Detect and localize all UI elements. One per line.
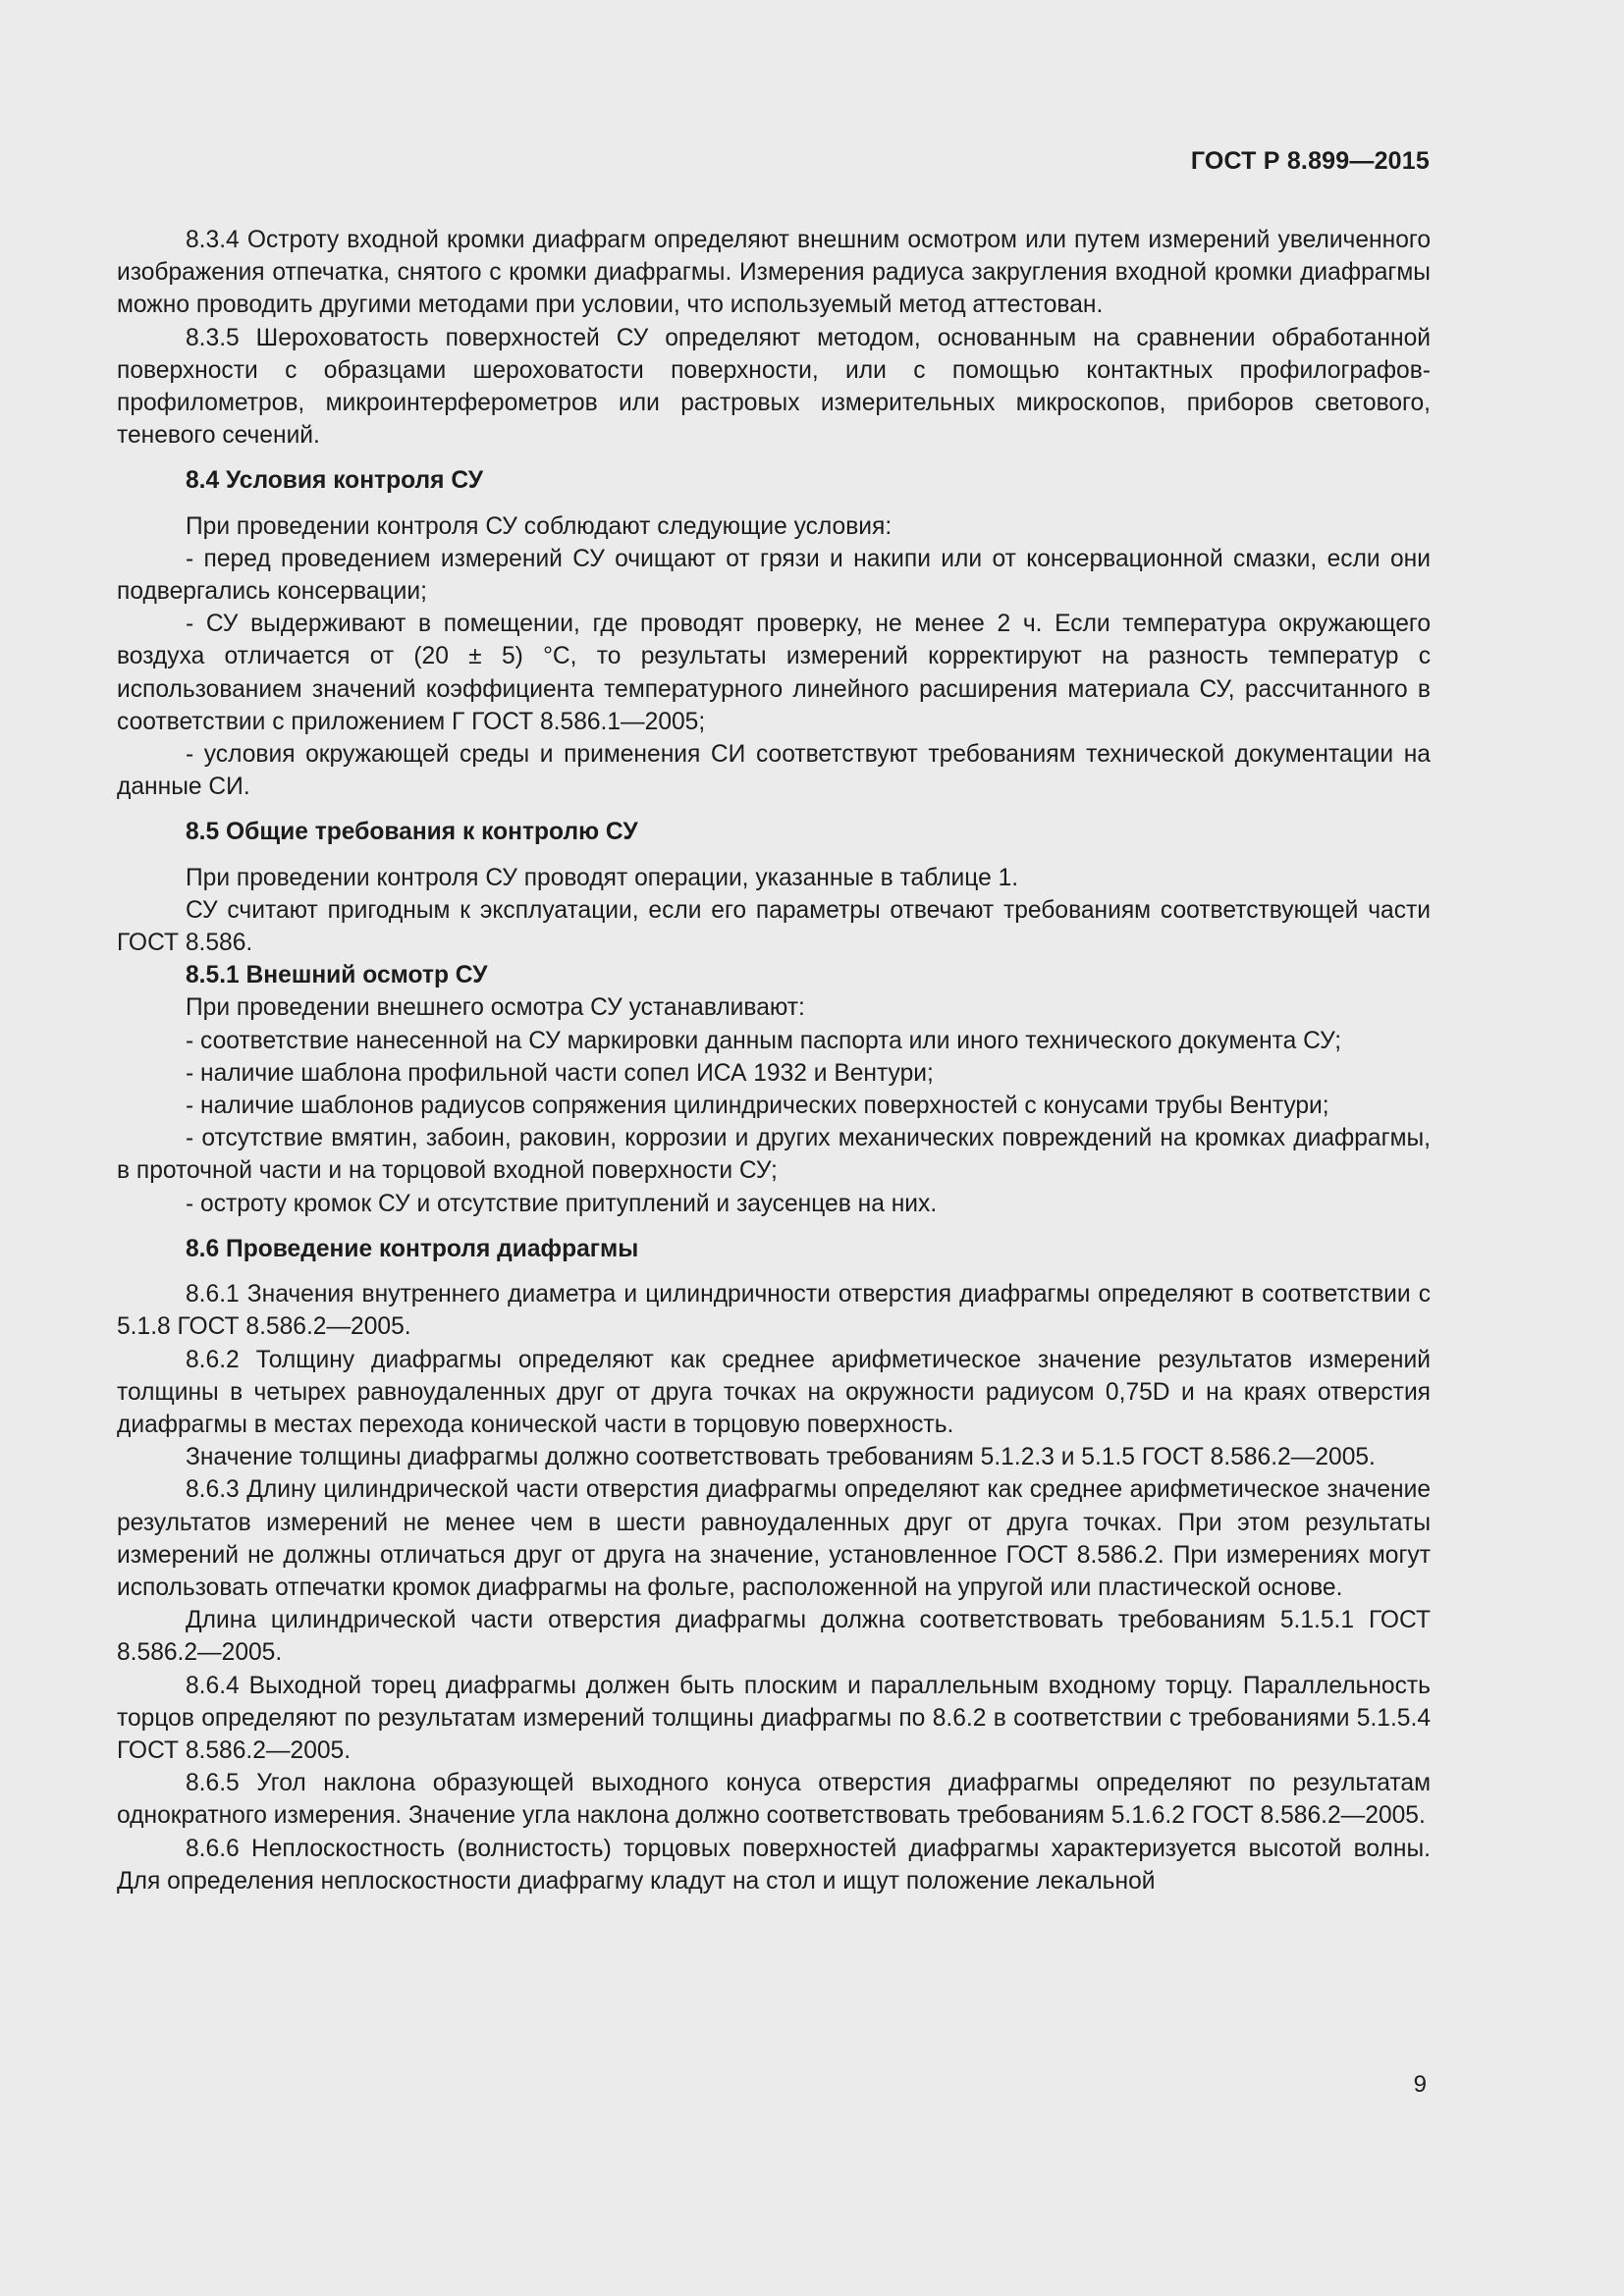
paragraph-8-6-2: 8.6.2 Толщину диафрагмы определяют как среднее арифметическое значение результатов измерений толщины в четырех равноудаленных друг от друга точках на окружности радиусом 0,75D и на краях отверстия диафрагмы в местах перехода конической части в торцовую поверхность. <box>117 1346 1431 1438</box>
section-heading-8-6: 8.6 Проведение контроля диафрагмы <box>186 1235 639 1262</box>
list-item-8-4-3: - условия окружающей среды и применения СИ соответствуют требованиям технической документации на данные СИ. <box>117 741 1431 801</box>
paragraph-8-5-2: СУ считают пригодным к эксплуатации, если его параметры отвечают требованиям соответствующей части ГОСТ 8.586. <box>117 896 1431 957</box>
paragraph-8-6-3-b: Длина цилиндрической части отверстия диафрагмы должна соответствовать требованиям 5.1.5.1 ГОСТ 8.586.2—2005. <box>117 1607 1431 1667</box>
list-item-8-4-1: - перед проведением измерений СУ очищают от грязи и накипи или от консервационной смазки, если они подвергались консервации; <box>117 545 1431 606</box>
paragraph-8-3-4: 8.3.4 Остроту входной кромки диафрагм определяют внешним осмотром или путем измерений увеличенного изображения отпечатка, снятого с кромки диафрагмы. Измерения радиуса закругления входной кромки диафрагмы можно проводить другими методами при условии, что используемый метод аттестован. <box>117 227 1431 319</box>
section-heading-8-4: 8.4 Условия контроля СУ <box>186 467 484 495</box>
list-item-8-5-1-1: - соответствие нанесенной на СУ маркировки данным паспорта или иного технического документа СУ; <box>186 1027 1342 1054</box>
list-item-8-5-1-2: - наличие шаблона профильной части сопел ИСА 1932 и Вентури; <box>186 1059 934 1087</box>
paragraph-8-4-intro: При проведении контроля СУ соблюдают следующие условия: <box>186 512 893 540</box>
page-number: 9 <box>1413 2071 1427 2098</box>
paragraph-8-6-6: 8.6.6 Неплоскостность (волнистость) торцовых поверхностей диафрагмы характеризуется высотой волны. Для определения неплоскостности диафрагму кладут на стол и ищут положение лекальной <box>117 1835 1431 1895</box>
section-heading-8-5-1: 8.5.1 Внешний осмотр СУ <box>186 962 488 989</box>
section-heading-8-5: 8.5 Общие требования к контролю СУ <box>186 819 638 846</box>
paragraph-8-3-5: 8.3.5 Шероховатость поверхностей СУ определяют методом, основанным на сравнении обработанной поверхности с образцами шероховатости поверхности, или с помощью контактных профилографов-профилометров, микроинтерферометров или растровых измерительных микроскопов, приборов светового, теневого сечений. <box>117 324 1431 450</box>
paragraph-8-6-3: 8.6.3 Длину цилиндрической части отверстия диафрагмы определяют как среднее арифметическое значение результатов измерений не менее чем в шести равноудаленных друг от друга точках. При этом результаты измерений не должны отличаться друг от друга на значение, установленное ГОСТ 8.586.2. При измерениях могут использовать отпечатки кромок диафрагмы на фольге, расположенной на упругой или пластической основе. <box>117 1476 1431 1601</box>
paragraph-8-6-2-b: Значение толщины диафрагмы должно соответствовать требованиям 5.1.2.3 и 5.1.5 ГОСТ 8.586.2—2005. <box>186 1444 1376 1471</box>
list-item-8-5-1-5: - остроту кромок СУ и отсутствие притуплений и заусенцев на них. <box>186 1190 938 1217</box>
list-item-8-5-1-3: - наличие шаблонов радиусов сопряжения цилиндрических поверхностей с конусами трубы Вентури; <box>186 1093 1329 1120</box>
paragraph-8-5-1: При проведении контроля СУ проводят операции, указанные в таблице 1. <box>186 864 1019 891</box>
document-code-header: ГОСТ Р 8.899—2015 <box>1190 147 1430 175</box>
paragraph-8-6-4: 8.6.4 Выходной торец диафрагмы должен быть плоским и параллельным входному торцу. Параллельность торцов определяют по результатам измерений толщины диафрагмы по 8.6.2 в соответствии с требованиями 5.1.5.4 ГОСТ 8.586.2—2005. <box>117 1672 1431 1764</box>
document-body <box>117 224 1431 1897</box>
list-item-8-5-1-4: - отсутствие вмятин, забоин, раковин, коррозии и других механических повреждений на кромках диафрагмы, в проточной части и на торцовой входной поверхности СУ; <box>117 1125 1431 1185</box>
list-item-8-4-2: - СУ выдерживают в помещении, где проводят проверку, не менее 2 ч. Если температура окружающего воздуха отличается от (20 ± 5) °С, то результаты измерений корректируют на разность температур с использованием значений коэффициента температурного линейного расширения материала СУ, рассчитанного в соответствии с приложением Г ГОСТ 8.586.1—2005; <box>117 611 1431 735</box>
paragraph-8-6-1: 8.6.1 Значения внутреннего диаметра и цилиндричности отверстия диафрагмы определяют в соответствии с 5.1.8 ГОСТ 8.586.2—2005. <box>117 1281 1431 1341</box>
paragraph-8-6-5: 8.6.5 Угол наклона образующей выходного конуса отверстия диафрагмы определяют по результатам однократного измерения. Значение угла наклона должно соответствовать требованиям 5.1.6.2 ГОСТ 8.586.2—2005. <box>117 1770 1431 1830</box>
paragraph-8-5-1-intro: При проведении внешнего осмотра СУ устанавливают: <box>186 994 805 1022</box>
